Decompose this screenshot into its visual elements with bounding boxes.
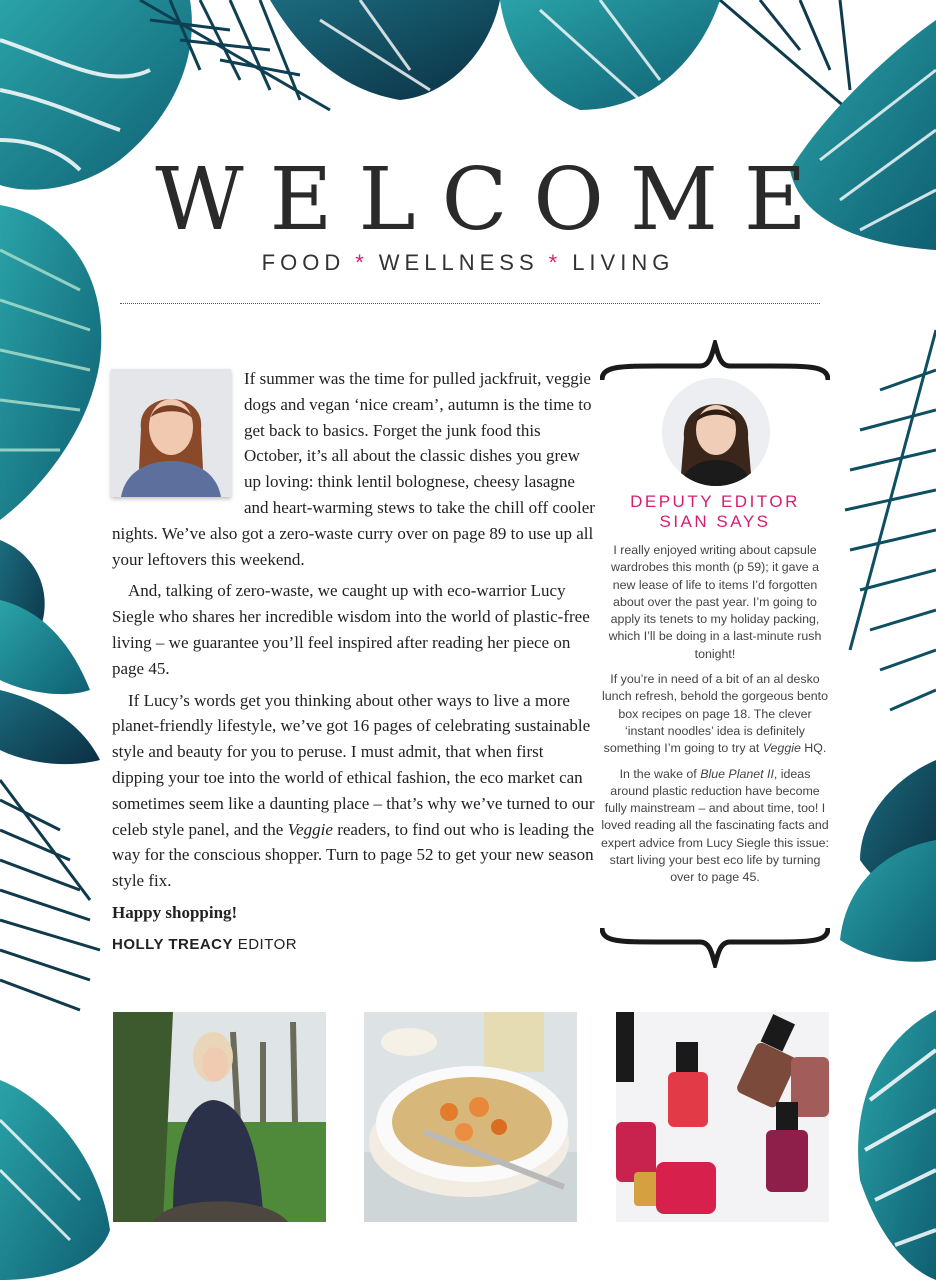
photo-risotto [364, 1012, 577, 1222]
leaf-top-center-2 [500, 0, 720, 110]
deputy-p2-a: If you’re in need of a bit of an al desko lunch refresh, behold the gorgeous bento box recipes on page 18. The clever ‘instant noodles’ idea is definitely something I’m going to try at [602, 672, 828, 756]
brace-top [600, 340, 830, 382]
deputy-title-line-1: DEPUTY EDITOR [630, 492, 800, 511]
deputy-paragraph-1: I really enjoyed writing about capsule wardrobes this month (p 59); it gave a new lease of life to items I’d forgotten about over the past year. I’m going to apply its tenets to my holiday packing, which I’ll be doing in a last-minute rush tonight! [608, 543, 822, 661]
letter-paragraph-1 [112, 366, 597, 572]
brace-bottom [600, 926, 830, 968]
letter-paragraph-3-a: If Lucy’s words get you thinking about other ways to live a more planet-friendly lifestyle, we’ve got 16 pages of celebrating sustainable style and beauty for you to peruse. I must admit, that when first dipping your toe into the world of ethical fashion, the eco market can sometimes seem like a daunting place – that’s why we’ve turned to our celeb style panel, and the [112, 690, 595, 839]
fern-right [845, 330, 936, 710]
leaf-right-bottom [858, 1010, 936, 1280]
deputy-editor-text [600, 542, 830, 895]
tagline-separator-2: * [548, 250, 563, 275]
fern-top-right [720, 0, 860, 120]
letter-paragraph-3 [112, 688, 597, 894]
photo-lucy-siegle [113, 1012, 326, 1222]
fern-left [0, 780, 100, 1010]
leaf-top-center [270, 0, 500, 100]
tagline-living: LIVING [572, 250, 675, 275]
editor-letter [112, 366, 597, 964]
deputy-p3-c: , ideas around plastic reduction have become fully mainstream – and about time, too! I loved reading all the fascinating facts and expert advice from Lucy Siegle this issue: start living your best eco life by turning over to page 45. [601, 766, 829, 885]
tagline-separator-1: * [355, 250, 369, 275]
dotted-divider [120, 303, 820, 304]
deputy-p2-c: HQ. [800, 741, 827, 756]
tagline-wellness: WELLNESS [378, 250, 539, 275]
letter-paragraph-2: And, talking of zero-waste, we caught up with eco-warrior Lucy Siegle who shares her incredible wisdom into the world of plastic-free living – we guarantee you’ll feel inspired after reading her piece on page 45. [112, 581, 590, 678]
editor-role: EDITOR [237, 935, 298, 953]
page-title: WELCOME [155, 150, 833, 250]
byline [112, 932, 597, 958]
deputy-editor-photo [662, 378, 770, 486]
leaf-left-bottom [0, 1080, 110, 1280]
signoff: Happy shopping! [112, 902, 238, 922]
deputy-p3-show: Blue Planet II [700, 766, 774, 781]
letter-paragraph-1-text: If summer was the time for pulled jackfruit, veggie dogs and vegan ‘nice cream’, autumn is the time to get back to basics. Forget the junk food this October, it’s all about the classic dishes you grew up loving: think lentil bolognese, cheesy lasagne and heart-warming stews to take the chill off cooler nights. We’ve also got a zero-waste curry over on page 89 to use up all your leftovers this weekend. [112, 369, 595, 569]
deputy-p3-a: In the wake of [619, 766, 701, 781]
section-tagline [0, 250, 936, 276]
deputy-paragraph-2 [600, 671, 830, 757]
leaf-left-mid-2 [0, 600, 90, 694]
editor-name: HOLLY TREACY [112, 935, 234, 953]
tagline-food: FOOD [261, 250, 346, 275]
photo-nail-polish [616, 1012, 829, 1222]
deputy-paragraph-3 [600, 766, 830, 887]
letter-paragraph-3-b: readers, to find out who is leading the way for the conscious shopper. Turn to page 52 to get your new season style fix. [112, 819, 595, 891]
magazine-name: Veggie [287, 819, 333, 839]
deputy-editor-heading [600, 492, 830, 532]
leaf-left-mid-3 [0, 690, 100, 764]
deputy-title-line-2: SIAN SAYS [659, 512, 771, 531]
deputy-p2-magazine: Veggie [762, 741, 801, 756]
